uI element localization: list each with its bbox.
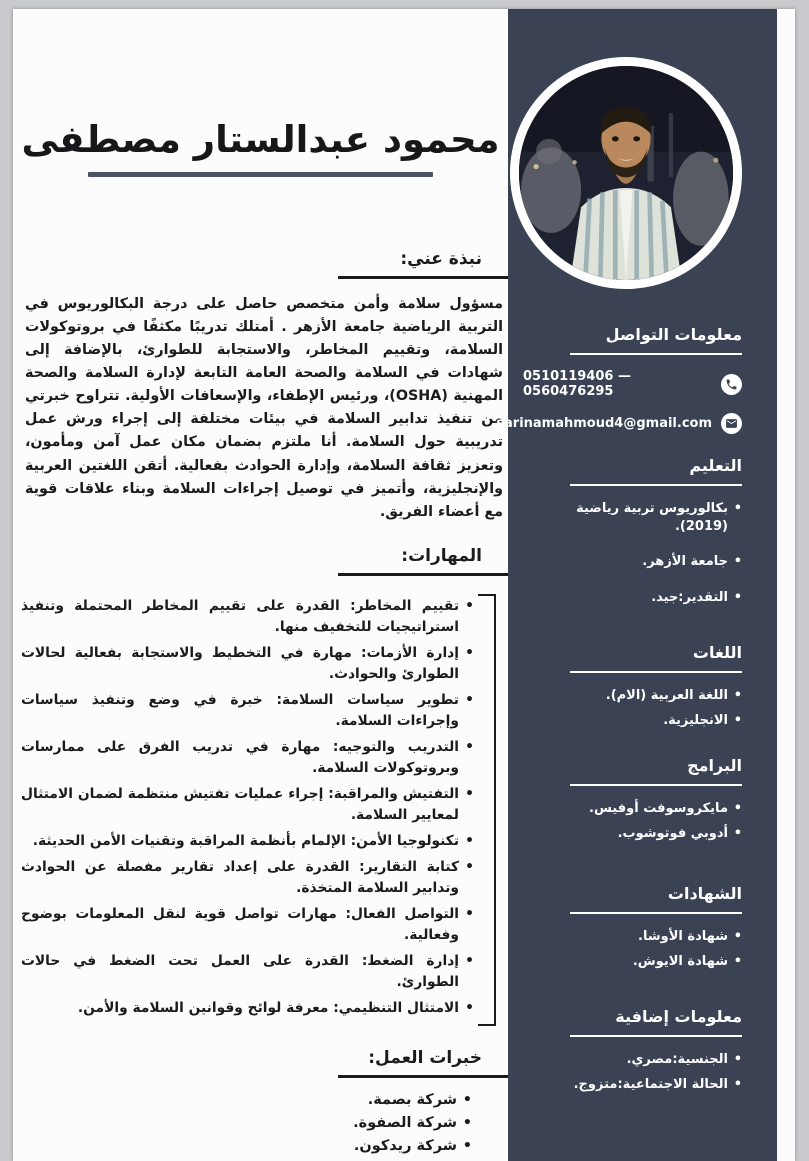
sidebar: [496, 9, 777, 1161]
skill-item: [21, 784, 474, 826]
skills-section-title: المهارات:: [338, 546, 508, 576]
contact-section: [496, 325, 742, 434]
phone-number: 0510119406 —0560476295: [523, 369, 631, 399]
phone-icon: [721, 374, 742, 395]
additional-info-item: • الجنسية:مصري.: [523, 1051, 742, 1069]
programs-section-title: البرامج: [570, 756, 742, 786]
profile-photo: [510, 57, 742, 289]
education-list: [523, 500, 742, 607]
experience-item: • شركة الصفوة.: [13, 1115, 472, 1131]
skill-item: [21, 690, 474, 732]
skill-item: [21, 596, 474, 638]
additional-info-list: [523, 1051, 742, 1094]
skill-label: تطوير سياسات السلامة:: [276, 691, 459, 708]
skill-item: [21, 951, 474, 993]
experience-section-title: خبرات العمل:: [338, 1048, 508, 1078]
email-address: sarinamahmoud4@gmail.com: [496, 416, 712, 431]
languages-section: [523, 643, 742, 730]
skill-text: القدرة على تقييم المخاطر المحتملة وتنفيذ استراتيجيات للتخفيف منها.: [21, 598, 459, 636]
programs-list: [523, 800, 742, 843]
certificate-item: • شهادة الأوشا.: [523, 928, 742, 946]
education-item: • التقدير:جيد.: [523, 589, 742, 607]
skill-text: مهارة في التخطيط والاستجابة بفعالية لحالات الطوارئ والحوادث.: [21, 645, 459, 683]
about-section-title: نبذة عني:: [338, 249, 508, 279]
skills-block: [13, 592, 508, 1027]
skill-item: [21, 831, 474, 852]
education-section-title: التعليم: [570, 456, 742, 486]
skill-item: [21, 904, 474, 946]
skills-list: [21, 596, 474, 1018]
language-item: • اللغة العربية (الام).: [523, 687, 742, 705]
languages-list: [523, 687, 742, 730]
skill-label: إدارة الأزمات:: [361, 645, 459, 662]
program-item: • أدوبي فوتوشوب.: [523, 825, 742, 843]
skill-item: [21, 643, 474, 685]
additional-info-section: [523, 1007, 742, 1094]
education-item: • جامعة الأزهر.: [523, 553, 742, 571]
skill-text: الإلمام بأنظمة المراقبة وتقنيات الأمن الحديثة.: [32, 832, 346, 849]
skill-text: القدرة على العمل تحت الضغط في حالات الطوارئ.: [21, 952, 459, 990]
skill-text: مهارة في تدريب الفرق على ممارسات وبروتوكولات السلامة.: [21, 738, 459, 776]
skill-label: تكنولوجيا الأمن:: [350, 832, 459, 849]
main-column: [13, 9, 508, 1161]
contact-section-title: معلومات التواصل: [570, 325, 742, 355]
profile-photo-illustration: [519, 66, 733, 280]
certificates-section: [523, 884, 742, 971]
about-text: مسؤول سلامة وأمن متخصص حاصل على درجة البكالوريوس في التربية الرياضية جامعة الأزهر . أمتلك تدريبًا مكثفًا في بروتوكولات السلامة، وتقييم المخاطر، والاستجابة للطوارئ، بالإضافة إلى شهادات في السلامة والصحة العامة التابعة لإدارة السلامة والصحة المهنية (OSHA)، ورئيس الإطفاء، والإسعافات الأولية. تتراوح خبرتي من تنفيذ تدابير السلامة في بيئات مختلفة إلى إجراء ورش عمل تدريبية حول السلامة. أنا ملتزم بضمان مكان عمل آمن ومأمون، وتعزيز ثقافة السلامة، وإدارة الحوادث بفعالية. أتقن اللغتين العربية والإنجليزية، وأتميز في توصيل إجراءات السلامة وبناء علاقات قوية مع أعضاء الفريق.: [25, 295, 503, 520]
experience-list: [13, 1092, 508, 1154]
name-underline: [88, 172, 433, 177]
skill-item: [21, 998, 474, 1019]
skill-text: معرفة لوائح وقوانين السلامة والأمن.: [77, 999, 329, 1016]
skills-bracket: [478, 594, 496, 1025]
education-item: • بكالوريوس تربية رياضية (2019).: [523, 500, 742, 536]
skill-label: إدارة الضغط:: [361, 952, 459, 969]
additional-info-section-title: معلومات إضافية: [570, 1007, 742, 1037]
skill-label: التواصل الفعال:: [345, 905, 460, 922]
email-row: [496, 413, 742, 434]
program-item: • مايكروسوفت أوفيس.: [523, 800, 742, 818]
experience-item: • شركة ريدكون.: [13, 1138, 472, 1154]
education-section: [523, 456, 742, 607]
skill-label: التدريب والتوجيه:: [332, 738, 459, 755]
language-item: • الانجليزية.: [523, 712, 742, 730]
skill-label: كتابة التقارير:: [359, 858, 459, 875]
programs-section: [523, 756, 742, 843]
certificates-section-title: الشهادات: [570, 884, 742, 914]
skill-label: تقييم المخاطر:: [350, 598, 459, 615]
skill-label: التفتيش والمراقبة:: [328, 785, 459, 802]
certificates-list: [523, 928, 742, 971]
phone-row: [523, 369, 742, 399]
skill-text: إجراء عمليات تفتيش منتظمة لضمان الامتثال لمعايير السلامة.: [21, 785, 459, 823]
skill-text: مهارات تواصل قوية لنقل المعلومات بوضوح وفعالية.: [21, 905, 459, 943]
certificate-item: • شهادة الايوش.: [523, 953, 742, 971]
additional-info-item: • الحالة الاجتماعية:متزوج.: [523, 1076, 742, 1094]
skill-item: [21, 857, 474, 899]
cv-page: [13, 9, 795, 1161]
skill-label: الامتثال التنظيمي:: [333, 999, 459, 1016]
mail-icon: [721, 413, 742, 434]
person-name: محمود عبدالستار مصطفى: [21, 118, 500, 161]
languages-section-title: اللغات: [570, 643, 742, 673]
skill-text: خبرة في وضع وتنفيذ سياسات وإجراءات السلامة.: [21, 691, 459, 729]
skill-text: القدرة على إعداد تقارير مفصلة عن الحوادث وتدابير السلامة المتخذة.: [21, 858, 459, 896]
skill-item: [21, 737, 474, 779]
experience-item: • شركة بصمة.: [13, 1092, 472, 1108]
